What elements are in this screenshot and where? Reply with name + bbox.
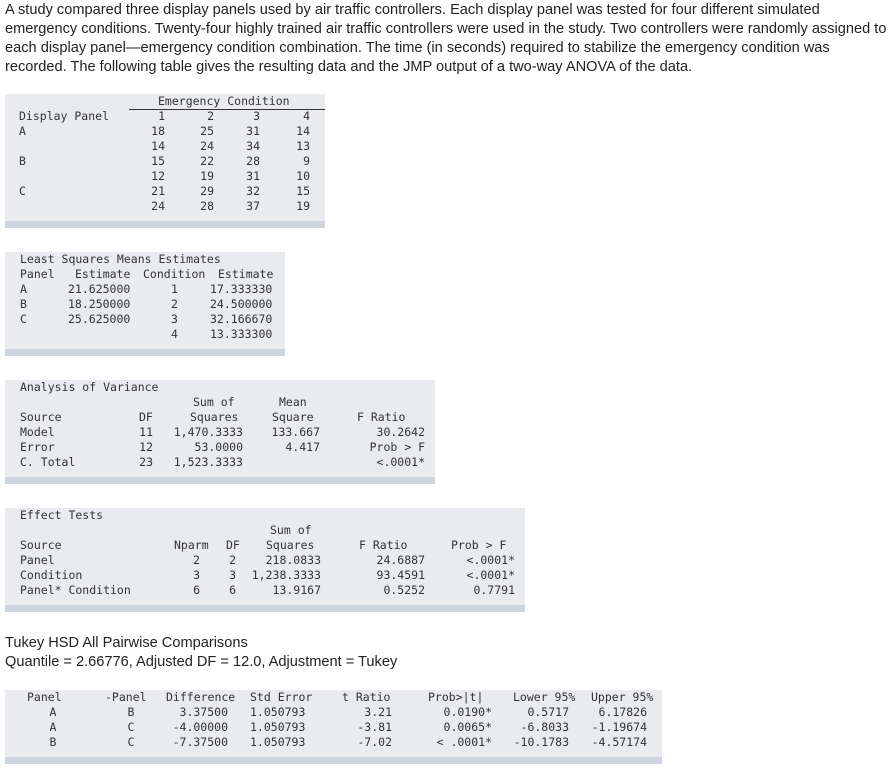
anova-df: 23 <box>139 455 153 469</box>
effects-f-ratio: 0.5252 <box>383 583 425 597</box>
ls-header-panel: Panel <box>20 267 55 281</box>
ls-header-condition: Condition <box>143 267 206 281</box>
ls-means-panel <box>5 252 285 356</box>
data-cell: 15 <box>296 184 310 198</box>
effects-header-source: Source <box>20 538 62 552</box>
anova-prob-label: Prob > F <box>369 440 425 454</box>
tukey-lower: 0.5717 <box>527 705 569 719</box>
tukey-prob: 0.0065* <box>443 720 492 734</box>
effects-ss: 13.9167 <box>272 583 321 597</box>
tukey-upper: -4.57174 <box>591 735 647 749</box>
data-cell: 14 <box>296 124 310 138</box>
ls-condition-estimate: 32.166670 <box>210 312 273 326</box>
ls-header-estimate: Estimate <box>75 267 131 281</box>
effects-df: 2 <box>229 553 236 567</box>
anova-header-df: DF <box>139 410 153 424</box>
data-cell: 24 <box>151 199 165 213</box>
data-cell: 18 <box>151 124 165 138</box>
panel-footer-bar <box>5 477 435 484</box>
ls-panel-label: A <box>20 282 27 296</box>
data-cell: 32 <box>246 184 260 198</box>
ls-panel-label: B <box>20 297 27 311</box>
tukey-difference: 3.37500 <box>179 705 228 719</box>
tukey-subtitle: Quantile = 2.66776, Adjusted DF = 12.0, Adjustment = Tukey <box>5 654 398 670</box>
effects-nparm: 3 <box>193 568 200 582</box>
ls-condition-estimate: 17.333330 <box>210 282 273 296</box>
ls-condition-label: 3 <box>171 312 178 326</box>
panel-footer-bar <box>5 221 325 228</box>
effects-prob: <.0001* <box>466 553 515 567</box>
tukey-header-upper: Upper 95% <box>591 690 654 704</box>
anova-f-ratio: 30.2642 <box>376 425 425 439</box>
ls-panel-label: C <box>20 312 27 326</box>
tukey-t-ratio: -3.81 <box>357 720 392 734</box>
tukey-difference: -4.00000 <box>172 720 228 734</box>
tukey-heading <box>5 634 397 672</box>
effects-header-squares: Squares <box>266 538 315 552</box>
data-cell: 34 <box>246 139 260 153</box>
data-cell: 31 <box>246 169 260 183</box>
effects-source: Panel <box>20 553 55 567</box>
tukey-std-error: 1.050793 <box>250 705 306 719</box>
effect-tests-panel <box>5 508 525 612</box>
tukey-lower: -10.1783 <box>513 735 569 749</box>
anova-header-mean: Mean <box>279 395 307 409</box>
problem-statement: A study compared three display panels used by air traffic controllers. Each display panel was tested for four different simulated emergency conditions. Twenty-four highly trained air traffic controllers were used in the study. Two controllers were randomly assigned to each display panel—emergency condition combination. The time (in seconds) required to stabilize the emergency condition was recorded. The following table gives the resulting data and the JMP output of a two-way ANOVA of the data. <box>5 2 887 75</box>
condition-4-header: 4 <box>303 109 310 123</box>
anova-header-sum-of: Sum of <box>193 395 235 409</box>
data-cell: 19 <box>296 199 310 213</box>
data-cell: 15 <box>151 154 165 168</box>
tukey-header-prob: Prob>|t| <box>428 690 484 704</box>
condition-1-header: 1 <box>158 109 165 123</box>
effects-header-f-ratio: F Ratio <box>359 538 408 552</box>
data-cell: 21 <box>151 184 165 198</box>
ls-condition-label: 2 <box>171 297 178 311</box>
data-cell: 28 <box>200 199 214 213</box>
ls-means-title: Least Squares Means Estimates <box>20 252 221 266</box>
tukey-t-ratio: 3.21 <box>364 705 392 719</box>
panel-footer-bar <box>5 757 662 764</box>
anova-ms: 4.417 <box>285 440 320 454</box>
anova-ss: 1,470.3333 <box>173 425 243 439</box>
tukey-header-std-error: Std Error <box>250 690 313 704</box>
effects-header-df: DF <box>226 538 240 552</box>
tukey-header-panel: Panel <box>27 690 62 704</box>
anova-title: Analysis of Variance <box>20 380 159 394</box>
ls-panel-estimate: 18.250000 <box>68 297 131 311</box>
anova-header-squares: Squares <box>190 410 239 424</box>
condition-2-header: 2 <box>207 109 214 123</box>
tukey-header-minus-panel: -Panel <box>105 690 147 704</box>
ls-condition-label: 1 <box>171 282 178 296</box>
tukey-upper: 6.17826 <box>598 705 647 719</box>
data-cell: 14 <box>151 139 165 153</box>
ls-panel-estimate: 21.625000 <box>68 282 131 296</box>
data-cell: 25 <box>200 124 214 138</box>
data-cell: 12 <box>151 169 165 183</box>
effects-ss: 1,238.3333 <box>251 568 321 582</box>
effects-header-nparm: Nparm <box>174 538 209 552</box>
tukey-minus-panel: C <box>127 720 135 734</box>
effects-nparm: 6 <box>193 583 200 597</box>
effects-ss: 218.0833 <box>265 553 321 567</box>
tukey-std-error: 1.050793 <box>250 720 306 734</box>
data-cell: 10 <box>296 169 310 183</box>
tukey-std-error: 1.050793 <box>250 735 306 749</box>
anova-ss: 1,523.3333 <box>173 455 243 469</box>
anova-header-source: Source <box>20 410 62 424</box>
ls-panel-estimate: 25.625000 <box>68 312 131 326</box>
anova-source: C. Total <box>20 455 76 469</box>
data-cell: 31 <box>246 124 260 138</box>
tukey-panel: B <box>49 735 57 749</box>
effects-header-prob: Prob > F <box>451 538 507 552</box>
anova-df: 11 <box>139 425 153 439</box>
data-cell: 37 <box>246 199 260 213</box>
anova-header-f-ratio: F Ratio <box>357 410 406 424</box>
tukey-minus-panel: C <box>127 735 135 749</box>
anova-ss: 53.0000 <box>194 440 243 454</box>
anova-header-square: Square <box>272 410 314 424</box>
tukey-lower: -6.8033 <box>520 720 569 734</box>
condition-3-header: 3 <box>253 109 260 123</box>
data-cell: 22 <box>200 154 214 168</box>
tukey-t-ratio: -7.02 <box>357 735 392 749</box>
panel-footer-bar <box>5 605 525 612</box>
effects-f-ratio: 24.6887 <box>376 553 425 567</box>
anova-ms: 133.667 <box>271 425 320 439</box>
anova-source: Model <box>20 425 55 439</box>
data-cell: 9 <box>303 154 310 168</box>
data-cell: 29 <box>200 184 214 198</box>
tukey-prob: 0.0190* <box>443 705 492 719</box>
display-panel-header: Display Panel <box>19 109 110 123</box>
tukey-difference: -7.37500 <box>172 735 228 749</box>
panel-label-a: A <box>19 124 26 138</box>
tukey-header-difference: Difference <box>166 690 236 704</box>
data-cell: 19 <box>200 169 214 183</box>
effects-nparm: 2 <box>193 553 200 567</box>
panel-label-c: C <box>19 184 26 198</box>
effects-f-ratio: 93.4591 <box>376 568 425 582</box>
data-cell: 24 <box>200 139 214 153</box>
data-cell: 13 <box>296 139 310 153</box>
effects-df: 3 <box>229 568 236 582</box>
tukey-panel: A <box>49 720 57 734</box>
anova-df: 12 <box>139 440 153 454</box>
tukey-title: Tukey HSD All Pairwise Comparisons <box>5 635 248 651</box>
tukey-header-t-ratio: t Ratio <box>342 690 391 704</box>
panel-label-b: B <box>19 154 26 168</box>
anova-panel <box>5 380 435 484</box>
effects-title: Effect Tests <box>20 508 104 522</box>
ls-condition-estimate: 24.500000 <box>210 297 273 311</box>
ls-condition-estimate: 13.333300 <box>210 327 273 341</box>
data-table-panel <box>5 94 325 228</box>
tukey-upper: -1.19674 <box>591 720 647 734</box>
effects-header-sum-of: Sum of <box>270 523 312 537</box>
anova-source: Error <box>20 440 55 454</box>
tukey-panel: A <box>49 705 57 719</box>
effects-source: Panel* Condition <box>20 583 131 597</box>
emergency-condition-header: Emergency Condition <box>158 94 290 108</box>
panel-footer-bar <box>5 349 285 356</box>
anova-prob-value: <.0001* <box>376 455 425 469</box>
effects-prob: 0.7791 <box>473 583 515 597</box>
data-cell: 28 <box>246 154 260 168</box>
ls-header-estimate-2: Estimate <box>218 267 274 281</box>
tukey-minus-panel: B <box>127 705 135 719</box>
tukey-prob: < .0001* <box>436 735 492 749</box>
tukey-table-panel <box>5 690 662 764</box>
ls-condition-label: 4 <box>171 327 178 341</box>
tukey-header-lower: Lower 95% <box>513 690 576 704</box>
effects-source: Condition <box>20 568 83 582</box>
effects-df: 6 <box>229 583 236 597</box>
effects-prob: <.0001* <box>466 568 515 582</box>
